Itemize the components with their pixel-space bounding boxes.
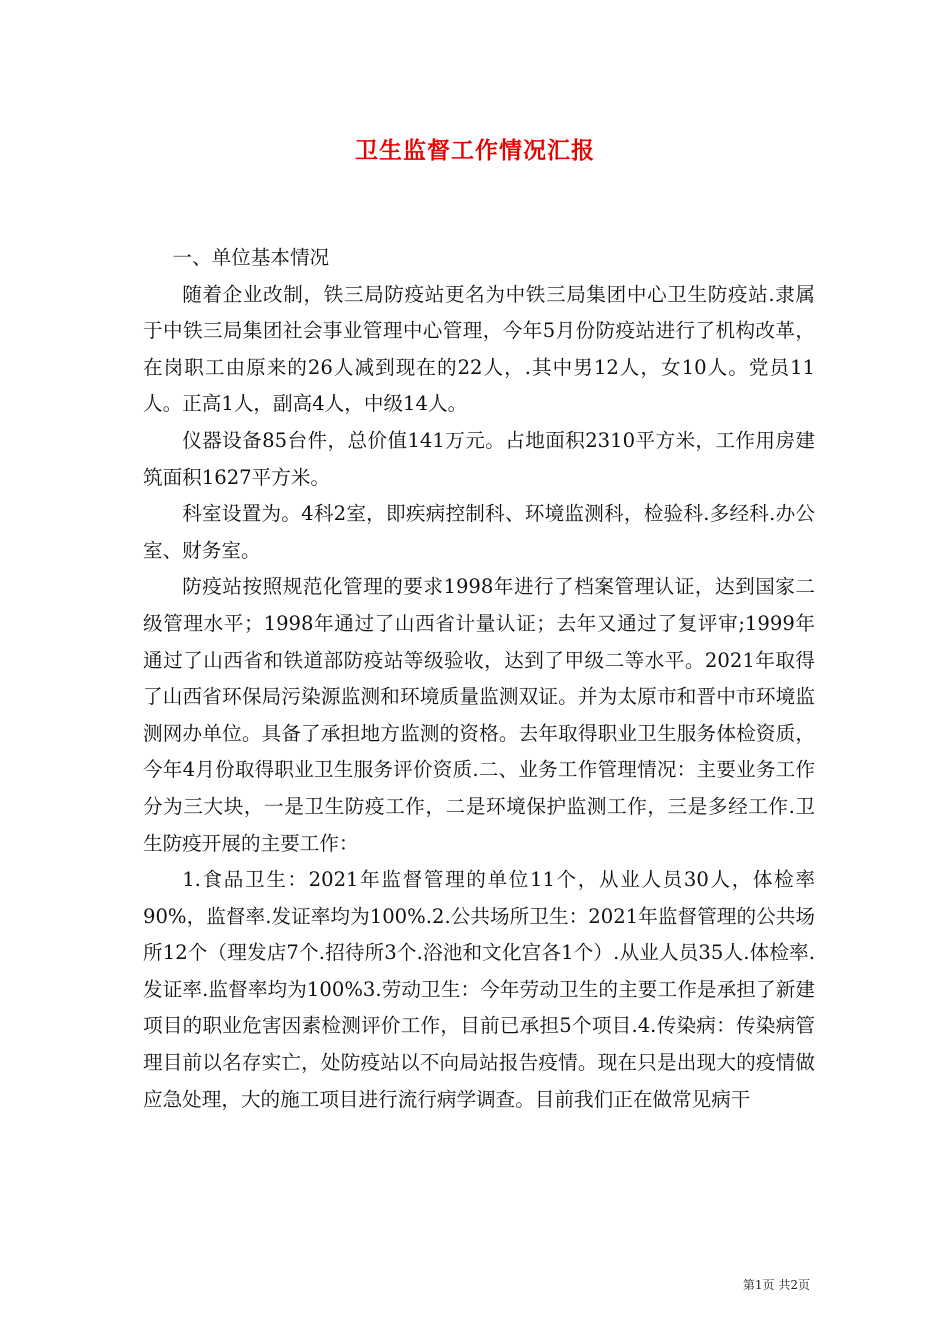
page-number: 第1页 共2页 <box>742 1278 810 1292</box>
section-heading: 一、单位基本情况 <box>172 246 330 269</box>
paragraph: 仪器设备85台件，总价值141万元。占地面积2310平方米，工作用房建筑面积1627平方米。 <box>143 428 815 489</box>
paragraph: 防疫站按照规范化管理的要求1998年进行了档案管理认证，达到国家二级管理水平；1998年通过了山西省计量认证；去年又通过了复评审;1999年通过了山西省和铁道部防疫站等级验收，达到了甲级二等水平。2021年取得了山西省环保局污染源监测和环境质量监测双证。并为太原市和晋中市环境监测网办单位。具备了承担地方监测的资格。去年取得职业卫生服务体检资质，今年4月份取得职业卫生服务评价资质.二、业务工作管理情况：主要业务工作分为三大块，一是卫生防疫工作，二是环境保护监测工作，三是多经工作.卫生防疫开展的主要工作： <box>143 575 815 855</box>
paragraph: 1.食品卫生：2021年监督管理的单位11个，从业人员30人，体检率90%，监督率.发证率均为100%.2.公共场所卫生：2021年监督管理的公共场所12个（理发店7个.招待所3个.浴池和文化宫各1个）.从业人员35人.体检率.发证率.监督率均为100%3.劳动卫生：今年劳动卫生的主要工作是承担了新建项目的职业危害因素检测评价工作，目前已承担5个项目.4.传染病：传染病管理目前以名存实亡，处防疫站以不向局站报告疫情。现在只是出现大的疫情做应急处理，大的施工项目进行流行病学调查。目前我们正在做常见病干 <box>143 868 815 1111</box>
document-title: 卫生监督工作情况汇报 <box>355 137 595 164</box>
paragraph: 科室设置为。4科2室，即疾病控制科、环境监测科，检验科.多经科.办公室、财务室。 <box>143 502 815 562</box>
paragraph: 随着企业改制，铁三局防疫站更名为中铁三局集团中心卫生防疫站.隶属于中铁三局集团社会事业管理中心管理，今年5月份防疫站进行了机构改革，在岗职工由原来的26人减到现在的22人，.其中男12人，女10人。党员11人。正高1人，副高4人，中级14人。 <box>143 282 815 416</box>
document-body <box>143 240 815 1118</box>
